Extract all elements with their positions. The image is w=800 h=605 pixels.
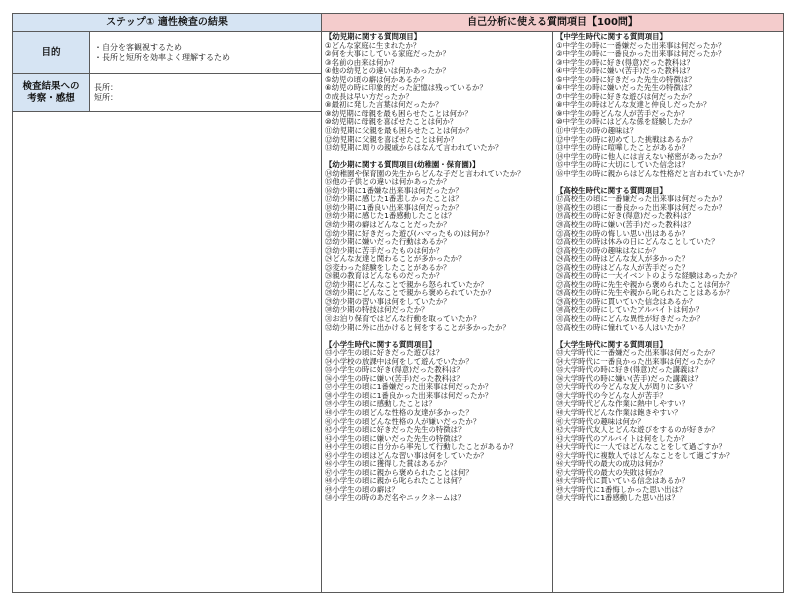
question-item: ⑧中学生の時はどんな友達と仲良しだったか？ [556, 100, 711, 110]
notes-area[interactable] [13, 112, 321, 592]
purpose-line: ・長所と短所を効率よく理解するため [94, 52, 230, 62]
question-item: ㉗高校生の時に先生や親から褒められたことは何か？ [556, 279, 734, 289]
question-item: ㊲小学生の頃に1番嫌だった出来事は何だったか？ [325, 382, 493, 392]
question-item: ㊸大学時代のアルバイトは何をしたか？ [556, 433, 689, 443]
question-item: ⑩幼児期に母親を喜ばせたことは何か？ [325, 117, 458, 127]
question-item: ㉒高校生の時は休みの日にどんなことしていた？ [556, 237, 719, 247]
question-item: ⑭中学生の時に他人には言えない秘密があったか？ [556, 151, 726, 161]
question-item: ⑨中学生の時どんな人が苦手だったか？ [556, 108, 689, 118]
question-section [325, 33, 549, 153]
question-item: ⑮中学生の時に大切にしていた信念は？ [556, 160, 690, 170]
question-item: ③名前の由来は何か？ [325, 57, 399, 67]
question-item: ㉑高校生の時の悔しい思い出はあるか？ [556, 228, 690, 238]
question-item: ㉕変わった経験をしたことがあるか？ [325, 262, 451, 272]
question-item: ㊼小学生の頃に親から褒められたことは何？ [325, 467, 473, 477]
self-analysis-result-panel [12, 13, 322, 593]
question-item: ㉓幼少期に苦手だったものは何か？ [325, 245, 444, 255]
question-item: ㉝小学生の頃に好きだった遊びは？ [325, 348, 444, 358]
question-item: ㊶小学生の頃どんな性格の人が嫌いだったか？ [325, 416, 481, 426]
question-item: ㊲大学時代の今どんな友人が周りに多い？ [556, 382, 697, 392]
question-item: ⑳高校生の時に嫌い(苦手)だった教科は？ [556, 219, 695, 229]
question-item: ㉛お泊り保育ではどんな行動を取っていたか？ [325, 314, 481, 323]
question-item: ㊵大学時代どんな作業は飽きやすい？ [556, 407, 682, 417]
step-title: ステップ① 適性検査の結果 [13, 14, 321, 32]
question-column-2 [553, 32, 783, 592]
question-item: ②中学生の時に一番良かった出来事は何だったか？ [556, 49, 726, 59]
section-title: 【中学生時代に関する質問項目】 [556, 32, 667, 41]
question-item: ⑥中学生の時に嫌いだった先生の特徴は？ [556, 83, 696, 93]
question-section [325, 341, 549, 503]
question-item: ㉞大学時代に一番良かった出来事は何だったか？ [556, 356, 719, 366]
question-item: ㊾小学生の頃の癖は？ [325, 484, 399, 494]
question-item: ②何を大事にしている家庭だったか？ [325, 49, 450, 59]
question-item: ㉕高校生の時はどんな人が苦手だった？ [556, 262, 690, 272]
question-item: ⑰幼少期に感じた1番悲しかったことは？ [325, 194, 463, 204]
section-title: 【小学生時代に関する質問項目】 [325, 339, 436, 349]
question-item: ㊵小学生の頃どんな性格の友達が多かった？ [325, 407, 473, 417]
question-item: ㉜幼少期に外に出かけると何をすることが多かったか？ [325, 322, 510, 332]
question-item: ④中学生の時に嫌い(苦手)だった教科は？ [556, 66, 695, 76]
question-item: ㉖高校生の時に一大イベントのような経験はあったか？ [556, 271, 741, 281]
question-item: ⑱高校生の頃に一番良かった出来事は何だったか？ [556, 202, 726, 212]
question-item: ㊿小学生の時のあだ名やニックネームは？ [325, 493, 466, 503]
question-item: ㊾大学時代に1番悔しかった思い出は？ [556, 484, 687, 494]
question-item: ㊹大学時代に一人ではどんなことをして過ごすか？ [556, 442, 726, 452]
section-title: 【幼少期に関する質問項目(幼稚園・保育園)】 [325, 160, 480, 170]
question-item: ⑤幼児の頃の癖は何かあるか？ [325, 74, 428, 84]
purpose-line: ・自分を客観視するため [94, 42, 182, 52]
question-item: ①中学生の時に一番嫌だった出来事は何だったか？ [556, 40, 726, 50]
question-item: ㉚高校生の時にしていたアルバイトは何か？ [556, 305, 704, 315]
question-item: ㊱小学生の時に嫌い(苦手)だった教科は？ [325, 373, 464, 383]
review-row [13, 74, 321, 112]
question-item: ㉗幼少期にどんなことで親から怒られていたか？ [325, 279, 488, 289]
question-item: ㊴大学時代どんな作業に熱中しやすい？ [556, 399, 690, 409]
question-item: ㊺小学生の頃はどんな習い事は何をしていたか？ [325, 450, 488, 460]
question-item: ⑦中学生の時に好きな遊びは何だったか？ [556, 91, 696, 101]
purpose-label: 目的 [13, 32, 90, 73]
question-item: ㉟小学生の時に好き(得意)だった教科は？ [325, 365, 464, 375]
question-item: ⑬中学生の時に喧嘩したことがあるか？ [556, 143, 690, 153]
question-item: ㉓高校生の時の趣味はなにか？ [556, 245, 660, 255]
weaknesses-field[interactable]: 短所： [94, 92, 118, 102]
section-title: 【大学生時代に関する質問項目】 [556, 339, 667, 349]
question-item: ㉒幼少期に嫌いだった行動はあるか？ [325, 237, 451, 247]
question-item: ⑯幼少期に1番嫌な出来事は何だったか？ [325, 185, 463, 195]
question-item: ㉚幼少期の特技は何だったか？ [325, 305, 429, 315]
question-section [556, 341, 780, 503]
question-item: ⑬幼児期に周りの親戚からはなんて言われていたか？ [325, 143, 503, 153]
question-item: ④他の幼児との違いは何かあったか？ [325, 66, 450, 76]
question-item: ⑨幼児期に母親を最も困らせたことは何か？ [325, 108, 472, 118]
purpose-value [90, 32, 321, 73]
question-column-1 [322, 32, 553, 592]
question-item: ①どんな家庭に生まれたか？ [325, 40, 421, 50]
question-item: ㊽大学時代に貫いている信念はあるか？ [556, 476, 690, 486]
question-item: ㉝大学時代に一番嫌だった出来事は何だったか？ [556, 348, 719, 358]
question-item: ⑥幼児の時に印象的だった記憶は残っているか？ [325, 83, 487, 93]
question-item: ⑩中学生の時にはどんな係を経験したか？ [556, 117, 696, 127]
question-item: ⑫幼児期に父親を喜ばせたことは何か？ [325, 134, 459, 144]
question-item: ㊷小学生の頃に好きだった先生の特徴は？ [325, 425, 466, 435]
question-section [556, 33, 780, 178]
question-item: ㉛高校生の時にどんな異性が好きだったか？ [556, 314, 704, 323]
question-item: ㊻大学時代の最大の成功は何か？ [556, 459, 667, 469]
question-item: ③中学生の時に好き(得意)だった教科は？ [556, 57, 695, 67]
question-item: ⑭幼稚園や保育園の先生からどんな子だと言われていたか？ [325, 168, 525, 178]
question-item: ⑲幼少期に感じた1番感動したことは？ [325, 211, 456, 221]
question-item: ⑫中学生の時に初めてした挑戦はあるか？ [556, 134, 697, 144]
review-label-line: 考察・感想 [27, 92, 75, 104]
question-item: ㊳大学時代の今どんな人が苦手？ [556, 390, 667, 400]
question-item: ⑱幼少期に1番良い出来事は何だったか？ [325, 202, 463, 212]
review-value[interactable] [90, 74, 321, 111]
question-item: ㉙高校生の時に貫いていた信念はあるか？ [556, 296, 697, 306]
question-item: ㊴小学生の頃に感動したことは？ [325, 399, 436, 409]
question-item: ㊺大学時代に複数人ではどんなことをして過ごすか？ [556, 450, 734, 460]
question-item: ㉔高校生の時はどんな友人が多かった？ [556, 254, 690, 264]
question-item: ㉟大学時代の時に好き(得意)だった講義は？ [556, 365, 703, 375]
question-item: ⑪中学生の時の趣味は？ [556, 126, 638, 136]
question-item: ㉖親の教育はどんなものだったか？ [325, 271, 444, 281]
question-item: ㉞小学校の放課中は何をして遊んでいたか？ [325, 356, 473, 366]
section-title: 【幼児期に関する質問項目】 [325, 32, 422, 41]
question-item: ⑪幼児期に父親を最も困らせたことは何か？ [325, 126, 473, 136]
question-item: ⑮他の子供との違いは何かあったか？ [325, 177, 451, 187]
review-label-line: 検査結果への [22, 80, 80, 92]
question-item: ㊸小学生の頃に嫌いだった先生の特徴は？ [325, 433, 466, 443]
question-item: ㊶大学時代の趣味は何か？ [556, 416, 645, 426]
question-section [556, 187, 780, 332]
question-item: ㉔どんな友達と関わることが多かったか？ [325, 254, 466, 264]
question-item: ㊱大学時代の時に嫌い(苦手)だった講義は？ [556, 373, 703, 383]
question-item: ㊿大学時代に1番感動した思い出は？ [556, 493, 679, 503]
question-item: ㉑幼少期に好きだった遊び(ハマったもの)は何か？ [325, 228, 494, 238]
question-item: ⑳幼少期の癖はどんなことだったか？ [325, 219, 451, 229]
question-item: ㊹小学生の頃に自分から率先して行動したことがあるか？ [325, 442, 518, 452]
purpose-row [13, 32, 321, 74]
strengths-field[interactable]: 長所： [94, 82, 118, 92]
question-item: ⑧最初に発した言葉は何だったか？ [325, 100, 443, 110]
section-title: 【高校生時代に関する質問項目】 [556, 185, 667, 195]
question-item: ㊻小学生の頃に獲得した賞はあるか？ [325, 459, 451, 469]
question-item: ⑰高校生の頃に一番嫌だった出来事は何だったか？ [556, 194, 726, 204]
review-label [13, 74, 90, 111]
question-item: ⑲高校生の時に好き(得意)だった教科は？ [556, 211, 695, 221]
question-item: ㉜高校生の時に憧れている人はいたか？ [556, 322, 690, 332]
question-item: ⑦成長は早い方だったか？ [325, 91, 413, 101]
question-list-title: 自己分析に使える質問項目【100問】 [322, 14, 783, 32]
question-item: ⑯中学生の時に親からはどんな性格だと言われていたか？ [556, 168, 749, 178]
question-item: ㊷大学時代友人とどんな遊びをするのが好きか？ [556, 425, 719, 435]
question-item: ㊼大学時代の最大の失敗は何か？ [556, 467, 667, 477]
question-item: ㊽小学生の頃に親から叱られたことは何？ [325, 476, 466, 486]
question-item: ㉙幼少期の習い事は何をしていたか？ [325, 296, 451, 306]
question-item: ㊳小学生の頃に1番良かった出来事は何だったか？ [325, 390, 493, 400]
question-item: ⑤中学生の時に好きだった先生の特徴は？ [556, 74, 696, 84]
question-item: ㉘高校生の時に先生や親から叱られたことはあるか？ [556, 288, 734, 298]
question-item: ㉘幼少期にどんなことで親から褒められていたか？ [325, 288, 495, 298]
question-section [325, 161, 549, 332]
question-list-panel [321, 13, 784, 593]
